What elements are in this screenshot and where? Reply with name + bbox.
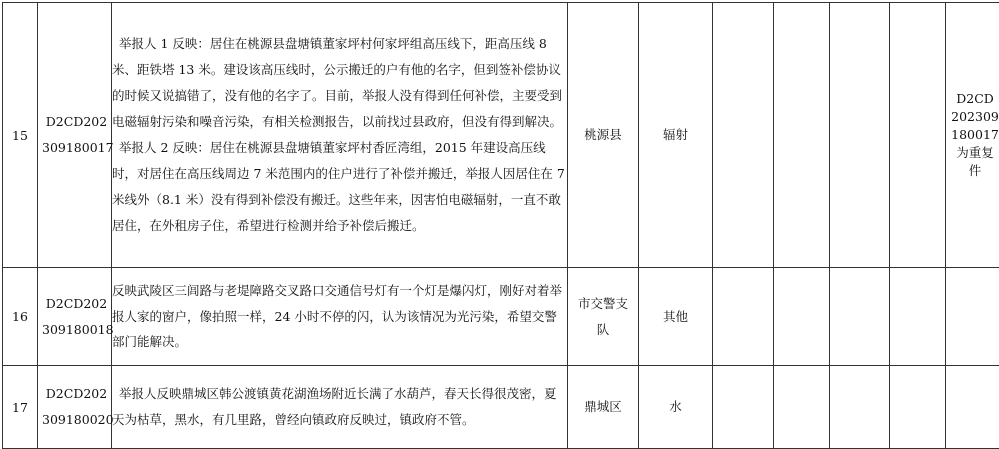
complaint-description bbox=[112, 3, 568, 268]
table-row bbox=[3, 366, 999, 449]
empty-cell bbox=[830, 268, 890, 366]
complaint-description bbox=[112, 268, 568, 366]
case-code bbox=[38, 3, 112, 268]
region-line: 市交警支 bbox=[568, 291, 638, 317]
empty-cell bbox=[946, 366, 999, 449]
region-cell: 鼎城区 bbox=[568, 366, 639, 449]
region-line: 队 bbox=[568, 317, 638, 343]
region-cell bbox=[568, 268, 639, 366]
remark-line: 件 bbox=[946, 162, 999, 180]
row-index: 17 bbox=[3, 366, 38, 449]
complaint-table bbox=[2, 2, 999, 449]
case-code-line: D2CD202 bbox=[38, 291, 111, 317]
region-cell: 桃源县 bbox=[568, 3, 639, 268]
pollution-type-cell: 辐射 bbox=[639, 3, 713, 268]
description-paragraph: 举报人 2 反映：居住在桃源县盘塘镇董家坪村香匠湾组，2015 年建设高压线时，对居住在高压线周边 7 米范围内的住户进行了补偿并搬迁，举报人因居住在 7 米线外（8.1 米）没有得到补偿没有搬迁。这些年来，因害怕电磁辐射，一直不敢居住，在外租房子住，希望进行检测并给予补偿后搬迁。 bbox=[112, 135, 567, 239]
remark-line: 202309 bbox=[946, 108, 999, 126]
pollution-type-cell: 其他 bbox=[639, 268, 713, 366]
empty-cell bbox=[890, 366, 946, 449]
empty-cell bbox=[774, 3, 830, 268]
remark-line: 180017 bbox=[946, 126, 999, 144]
table-row bbox=[3, 268, 999, 366]
remark-cell bbox=[946, 3, 999, 268]
case-code bbox=[38, 366, 112, 449]
case-code-line: 309180017 bbox=[38, 135, 111, 161]
empty-cell bbox=[830, 366, 890, 449]
description-paragraph: 举报人 1 反映：居住在桃源县盘塘镇董家坪村何家坪组高压线下，距高压线 8 米、距铁塔 13 米。建设该高压线时，公示搬迁的户有他的名字，但到签补偿协议的时候又说搞错了，没有他的名字了。目前，举报人没有得到任何补偿，主要受到电磁辐射污染和噪音污染，有相关检测报告，以前找过县政府，但没有得到解决。 bbox=[112, 31, 567, 135]
table-row bbox=[3, 3, 999, 268]
empty-cell bbox=[713, 268, 774, 366]
complaint-description bbox=[112, 366, 568, 449]
empty-cell bbox=[946, 268, 999, 366]
case-code-line: 309180018 bbox=[38, 317, 111, 343]
description-paragraph: 举报人反映鼎城区韩公渡镇黄花湖渔场附近长满了水葫芦，春天长得很茂密，夏天为枯草，黑水，有几里路，曾经向镇政府反映过，镇政府不管。 bbox=[112, 381, 567, 433]
empty-cell bbox=[890, 3, 946, 268]
case-code-line: 309180020 bbox=[38, 407, 111, 433]
empty-cell bbox=[890, 268, 946, 366]
row-index: 15 bbox=[3, 3, 38, 268]
case-code bbox=[38, 268, 112, 366]
remark-line: D2CD bbox=[946, 90, 999, 108]
description-paragraph: 反映武陵区三闾路与老堤障路交叉路口交通信号灯有一个灯是爆闪灯，刚好对着举报人家的窗户，像拍照一样，24 小时不停的闪，认为该情况为光污染，希望交警部门能解决。 bbox=[112, 278, 567, 356]
empty-cell bbox=[713, 366, 774, 449]
case-code-line: D2CD202 bbox=[38, 381, 111, 407]
pollution-type-cell: 水 bbox=[639, 366, 713, 449]
case-code-line: D2CD202 bbox=[38, 109, 111, 135]
empty-cell bbox=[774, 366, 830, 449]
empty-cell bbox=[713, 3, 774, 268]
remark-line: 为重复 bbox=[946, 144, 999, 162]
empty-cell bbox=[774, 268, 830, 366]
row-index: 16 bbox=[3, 268, 38, 366]
empty-cell bbox=[830, 3, 890, 268]
